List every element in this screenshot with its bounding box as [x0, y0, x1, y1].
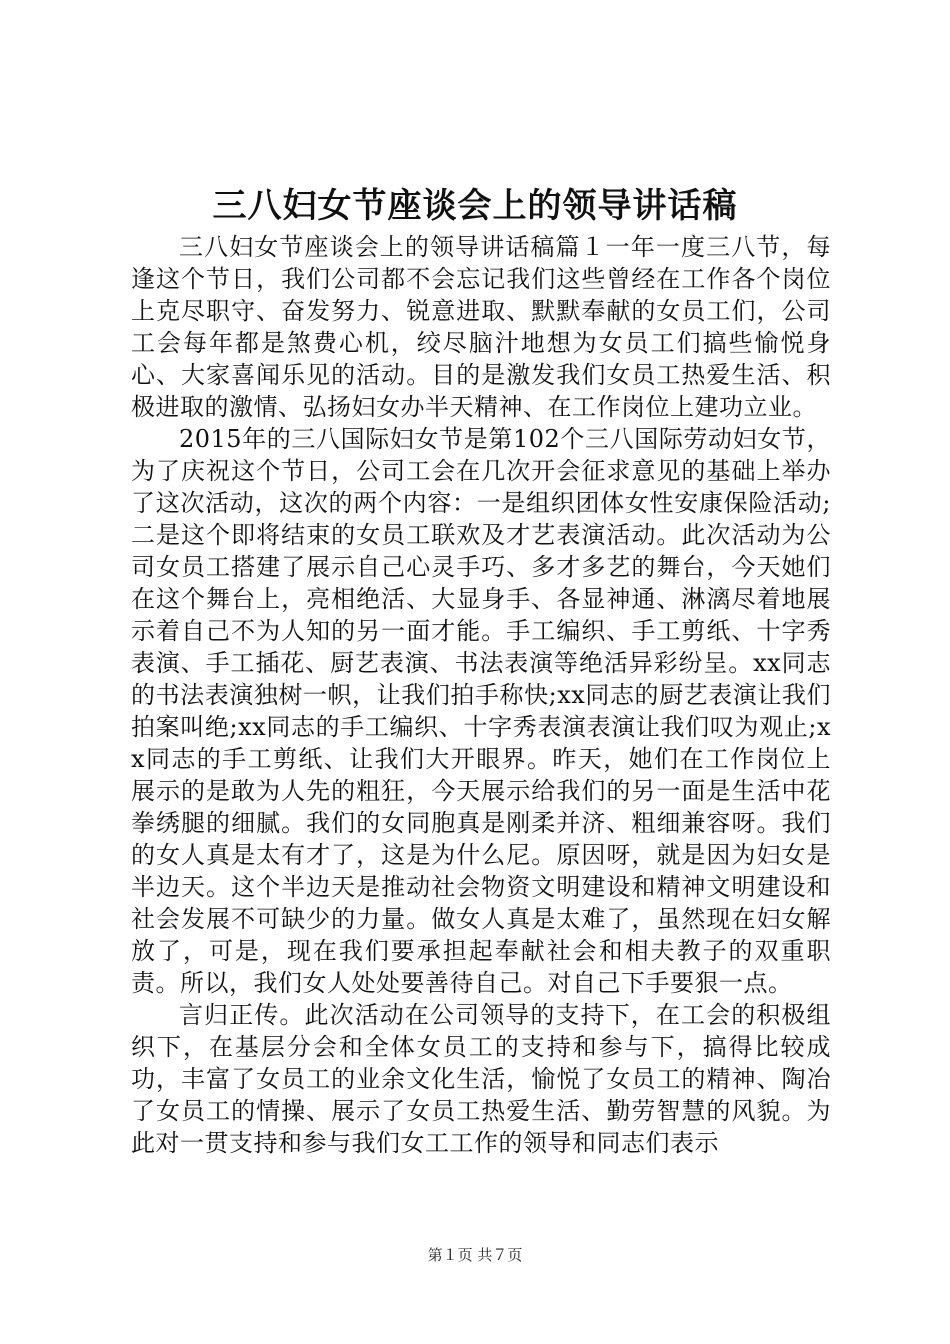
- paragraph-1: 三八妇女节座谈会上的领导讲话稿篇１一年一度三八节，每逢这个节日，我们公司都不会忘记我们这些曾经在工作各个岗位上克尽职守、奋发努力、锐意进取、默默奉献的女员工们，公司工会每年都是煞费心机，绞尽脑汁地想为女员工们搞些愉悦身心、大家喜闻乐见的活动。目的是激发我们女员工热爱生活、积极进取的激情、弘扬妇女办半天精神、在工作岗位上建功立业。: [131, 233, 831, 421]
- paragraph-3: 言归正传。此次活动在公司领导的支持下，在工会的积极组织下，在基层分会和全体女员工的支持和参与下，搞得比较成功，丰富了女员工的业余文化生活，愉悦了女员工的精神、陶冶了女员工的情操、展示了女员工热爱生活、勤劳智慧的风貌。为此对一贯支持和参与我们女工工作的领导和同志们表示: [131, 1001, 831, 1157]
- document-body: [131, 231, 831, 1159]
- page-footer: 第１页 共７页: [427, 1246, 523, 1264]
- paragraph-2: 2015年的三八国际妇女节是第102个三八国际劳动妇女节，为了庆祝这个节日，公司工会在几次开会征求意见的基础上举办了这次活动，这次的两个内容：一是组织团体女性安康保险活动;二是这个即将结束的女员工联欢及才艺表演活动。此次活动为公司女员工搭建了展示自己心灵手巧、多才多艺的舞台，今天她们在这个舞台上，亮相绝活、大显身手、各显神通、淋漓尽着地展示着自己不为人知的另一面才能。手工编织、手工剪纸、十字秀表演、手工插花、厨艺表演、书法表演等绝活异彩纷呈。xx同志的书法表演独树一帜，让我们拍手称快;xx同志的厨艺表演让我们拍案叫绝;xx同志的手工编织、十字秀表演表演让我们叹为观止;xx同志的手工剪纸、让我们大开眼界。昨天，她们在工作岗位上展示的是敢为人先的粗狂，今天展示给我们的另一面是生活中花拳绣腿的细腻。我们的女同胞真是刚柔并济、粗细兼容呀。我们的女人真是太有才了，这是为什么尼。原因呀，就是因为妇女是半边天。这个半边天是推动社会物资文明建设和精神文明建设和社会发展不可缺少的力量。做女人真是太难了，虽然现在妇女解放了，可是，现在我们要承担起奉献社会和相夫教子的双重职责。所以，我们女人处处要善待自己。对自己下手要狠一点。: [131, 425, 831, 997]
- document-title: 三八妇女节座谈会上的领导讲话稿: [212, 186, 738, 226]
